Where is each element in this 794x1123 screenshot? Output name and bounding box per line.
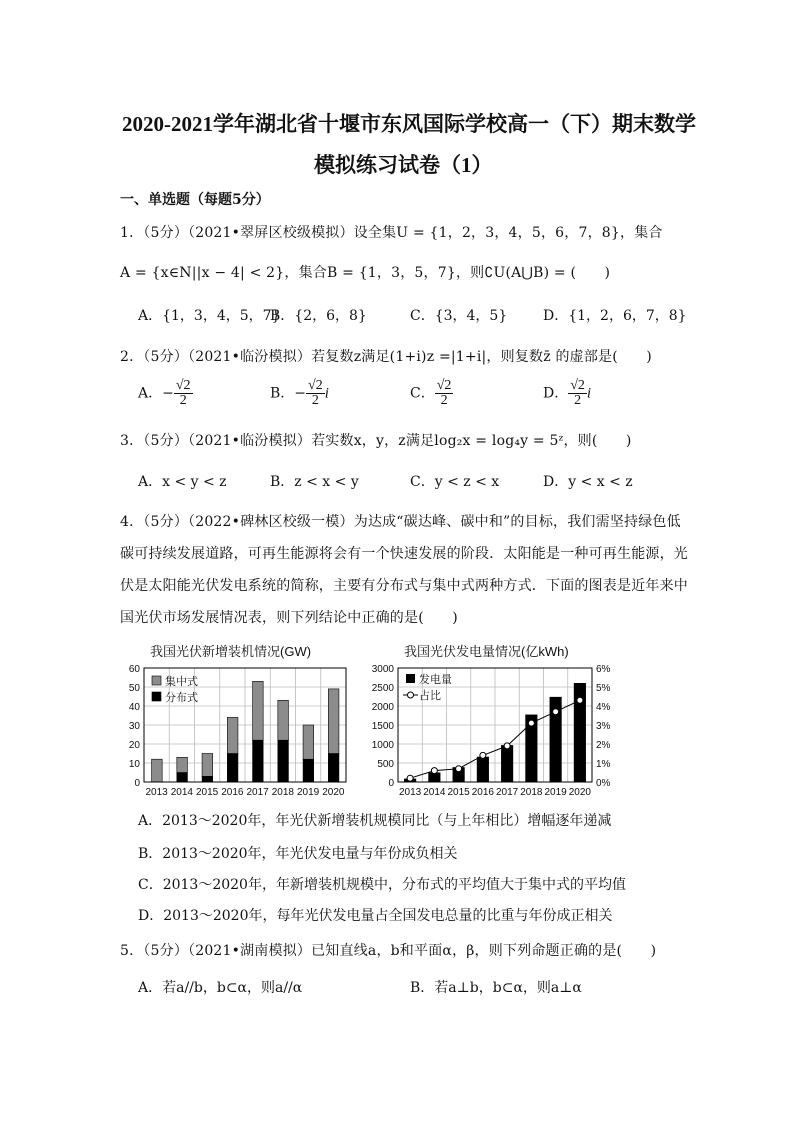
bar-distributed [328,754,339,783]
bar-distributed [278,740,289,782]
legend-label: 发电量 [419,674,452,686]
x-tick-label: 2019 [297,787,320,798]
option-sign: − [162,385,174,402]
bar-centralized [303,725,314,759]
x-tick-label: 2014 [423,787,446,798]
fraction-denominator: 2 [574,393,582,408]
bar-distributed [177,773,188,783]
legend-swatch [406,674,415,683]
q5-stem: 5．（5分）（2021•湖南模拟）已知直线a，b和平面α，β，则下列命题正确的是( ) [120,943,657,959]
fraction [174,379,193,408]
doc-title-line1: 2020-2021学年湖北省十堰市东风国际学校高一（下）期末数学 [122,112,696,136]
bar-centralized [177,757,188,772]
q5-option-a: A．若a//b，b⊂α，则a//α [138,980,303,996]
x-tick-label: 2020 [568,787,591,798]
q4-stem-line2: 碳可持续发展道路，可再生能源将会有一个快速发展的阶段．太阳能是一种可再生能源，光 [120,546,688,562]
bar-centralized [278,700,289,740]
chart-title: 我国光伏发电量情况(亿kWh) [404,644,569,659]
fraction [306,379,325,408]
doc-title-line2: 模拟练习试卷（1） [314,153,493,177]
q3-option-a: A．x < y < z [138,474,227,490]
fraction-numerator: √2 [175,378,191,393]
x-tick-label: 2018 [271,787,294,798]
x-tick-label: 2017 [496,787,519,798]
option-label: C． [410,385,435,402]
q1-option-c: C．{3，4，5} [410,308,508,324]
point-share [577,697,583,703]
point-share [528,720,534,726]
q2-option-d [543,379,591,408]
y2-tick-label: 3% [596,721,611,732]
x-tick-label: 2015 [447,787,470,798]
x-tick-label: 2018 [520,787,543,798]
y2-tick-label: 5% [596,683,611,694]
chart-power-generation [358,640,658,806]
q4-option-b: B．2013～2020年，年光伏发电量与年份成负相关 [138,846,458,862]
q4-stem-line3: 伏是太阳能光伏发电系统的简称，主要有分布式与集中式两种方式．下面的图表是近年来中 [120,578,688,594]
chart-power-generation-svg [358,640,658,802]
legend-swatch [152,692,161,701]
q4-option-a: A．2013～2020年，年光伏新增装机规模同比（与上年相比）增幅逐年递减 [138,813,612,829]
q2-option-a [138,379,193,408]
y-tick-label: 3000 [371,664,394,675]
q3-stem: 3．（5分）（2021•临汾模拟）若实数x，y，z满足log₂x = log₄y = 5ᶻ，则( ) [120,433,632,449]
legend-swatch [152,676,161,685]
point-share [407,775,413,781]
bar-centralized [253,681,264,740]
y-tick-label: 20 [128,740,140,751]
q1-stem-line2: A = {x∈N||x − 4| < 2}，集合B = {1，3，5，7}，则∁U(A⋃B) = ( ) [120,265,611,281]
x-tick-label: 2014 [170,787,193,798]
q4-option-c: C．2013～2020年，年新增装机规模中，分布式的平均值大于集中式的平均值 [138,877,626,893]
q2-option-b [270,379,329,408]
fraction-denominator: 2 [179,393,187,408]
point-share [480,752,486,758]
q3-option-b: B．z < x < y [270,474,359,490]
y2-tick-label: 0% [596,778,611,789]
bar-distributed [253,740,264,782]
q5-option-b: B．若a⊥b，b⊂α，则a⊥α [410,980,582,996]
y-tick-label: 1500 [371,721,394,732]
option-label: A． [138,385,163,402]
bar-centralized [152,759,163,782]
q1-option-a: A．{1，3，4，5，7} [138,308,281,324]
q3-option-d: D．y < x < z [543,474,633,490]
bar-centralized [227,717,238,753]
q3-option-c: C．y < z < x [410,474,500,490]
y-tick-label: 50 [128,683,140,694]
legend-label: 占比 [419,690,441,702]
bar-distributed [227,754,238,783]
q4-stem-line4: 国光伏市场发展情况表，则下列结论中正确的是( ) [120,610,458,626]
y-tick-label: 0 [134,778,140,789]
legend-label: 分布式 [165,692,198,704]
bar-distributed [303,759,314,782]
x-tick-label: 2013 [399,787,422,798]
y-tick-label: 30 [128,721,140,732]
q4-stem-line1: 4．（5分）（2022•碑林区校级一模）为达成“碳达峰、碳中和”的目标，我们需坚持绿色低 [120,514,681,530]
y-tick-label: 60 [128,664,140,675]
option-suffix: i [586,385,592,402]
legend-label: 集中式 [165,676,198,688]
point-share [431,768,437,774]
q1-stem-line1: 1．（5分）（2021•翠屏区校级模拟）设全集U = {1，2，3，4，5，6，7，8}，集合 [120,225,663,241]
point-share [504,743,510,749]
y2-tick-label: 1% [596,759,611,770]
chart-new-installations [118,640,358,806]
bar-generation [501,745,513,782]
y2-tick-label: 2% [596,740,611,751]
q1-option-d: D．{1，2，6，7，8} [543,308,687,324]
legend-marker [408,692,414,698]
fraction-numerator: √2 [570,378,585,393]
fraction-numerator: √2 [436,378,452,393]
x-tick-label: 2016 [221,787,244,798]
fraction-denominator: 2 [311,393,319,408]
x-tick-label: 2017 [246,787,269,798]
chart-title: 我国光伏新增装机情况(GW) [150,644,312,659]
q2-stem: 2．（5分）（2021•临汾模拟）若复数z满足(1+i)z =|1+i|，则复数z̄ 的虚部是( ) [120,349,652,365]
y-tick-label: 2500 [371,683,394,694]
y-tick-label: 500 [377,759,394,770]
bar-generation [477,757,489,782]
y-tick-label: 1000 [371,740,394,751]
bar-centralized [328,689,339,754]
x-tick-label: 2016 [471,787,494,798]
option-label: D． [543,385,569,402]
x-tick-label: 2015 [196,787,219,798]
option-sign: − [294,385,307,402]
x-tick-label: 2013 [145,787,168,798]
y2-tick-label: 6% [596,664,611,675]
q2-option-c [410,379,453,408]
q4-option-d: D．2013～2020年，每年光伏发电量占全国发电总量的比重与年份成正相关 [138,908,613,924]
point-share [456,766,462,772]
point-share [553,709,559,715]
y-tick-label: 0 [388,778,394,789]
y-tick-label: 10 [128,759,140,770]
y-tick-label: 40 [128,702,140,713]
x-tick-label: 2020 [322,787,345,798]
fraction-numerator: √2 [308,378,323,393]
q1-option-b: B．{2，6，8} [270,308,367,324]
fraction [435,379,454,408]
fraction-denominator: 2 [440,393,448,408]
chart-new-installations-svg [118,640,358,802]
bar-distributed [202,776,213,782]
fraction [568,379,587,408]
bar-centralized [202,754,213,777]
y2-tick-label: 4% [596,702,611,713]
option-label: B． [270,385,295,402]
y-tick-label: 2000 [371,702,394,713]
option-suffix: i [324,385,329,402]
section-heading: 一、单选题（每题5分） [120,192,270,208]
x-tick-label: 2019 [544,787,567,798]
